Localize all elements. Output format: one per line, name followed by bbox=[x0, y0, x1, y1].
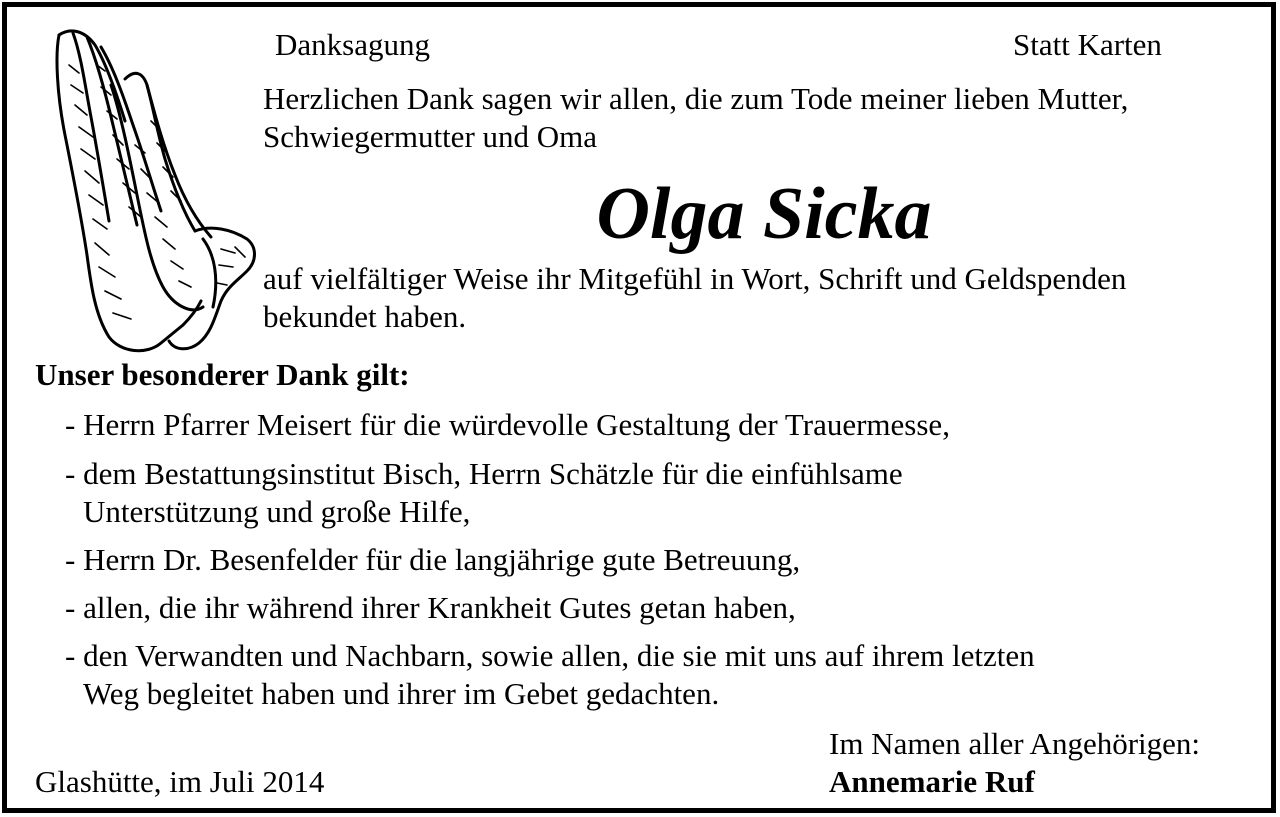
intro-line-1: Herzlichen Dank sagen wir allen, die zum Tode meiner lieben Mutter, bbox=[263, 81, 1129, 116]
statt-karten-label: Statt Karten bbox=[1013, 27, 1162, 62]
list-item: - Herrn Dr. Besenfelder für die langjährige gute Betreuung, bbox=[65, 542, 801, 577]
thanks-heading: Unser besonderer Dank gilt: bbox=[35, 357, 410, 392]
danksagung-label: Danksagung bbox=[275, 27, 430, 62]
continuation-line-2: bekundet haben. bbox=[263, 299, 467, 334]
obituary-notice bbox=[2, 2, 1276, 813]
list-item-continuation: Weg begleitet haben und ihrer im Gebet gedachten. bbox=[83, 676, 720, 711]
intro-line-2: Schwiegermutter und Oma bbox=[263, 119, 598, 154]
deceased-name: Olga Sicka bbox=[596, 173, 932, 255]
list-item: - Herrn Pfarrer Meisert für die würdevolle Gestaltung der Trauermesse, bbox=[65, 407, 950, 442]
place-date: Glashütte, im Juli 2014 bbox=[35, 764, 325, 799]
list-item-continuation: Unterstützung und große Hilfe, bbox=[83, 494, 471, 529]
continuation-line-1: auf vielfältiger Weise ihr Mitgefühl in Wort, Schrift und Geldspenden bbox=[263, 261, 1127, 296]
list-item: - allen, die ihr während ihrer Krankheit Gutes getan haben, bbox=[65, 590, 796, 625]
signer-name: Annemarie Ruf bbox=[829, 764, 1035, 799]
list-item: - den Verwandten und Nachbarn, sowie allen, die sie mit uns auf ihrem letzten bbox=[65, 638, 1035, 673]
on-behalf-label: Im Namen aller Angehörigen: bbox=[829, 726, 1201, 761]
list-item: - dem Bestattungsinstitut Bisch, Herrn Schätzle für die einfühlsame bbox=[65, 456, 903, 491]
